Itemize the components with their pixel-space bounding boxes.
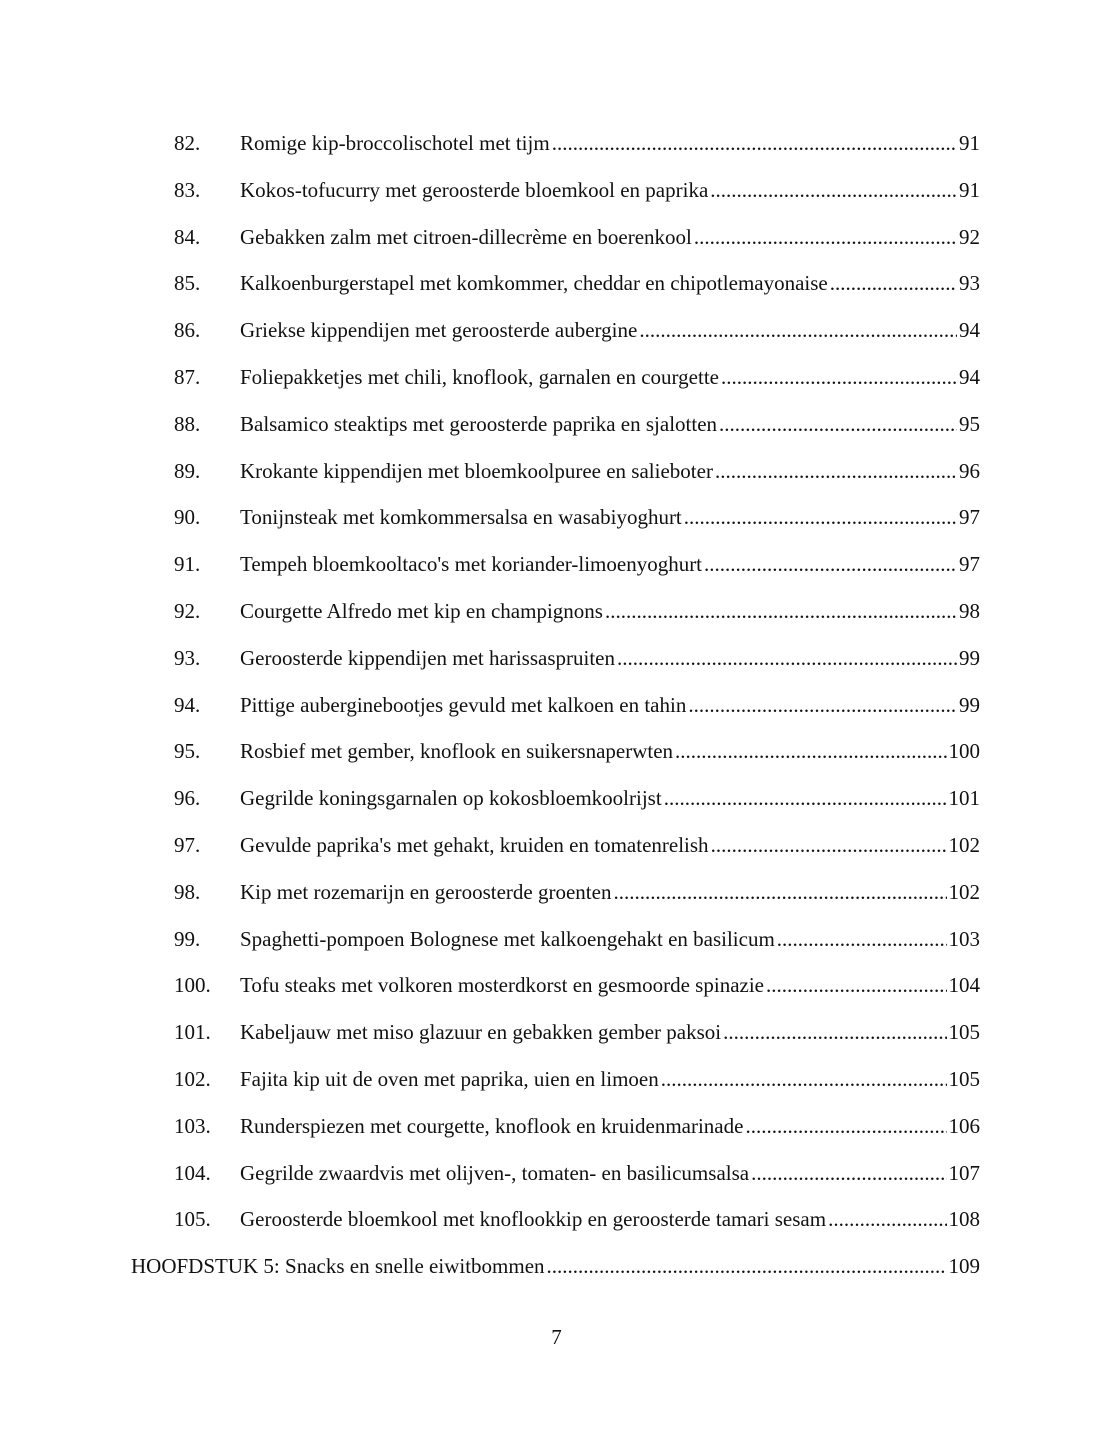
toc-entry-97[interactable] (0, 822, 1113, 869)
toc-entry-82[interactable] (0, 120, 1113, 167)
toc-entry-102[interactable] (0, 1056, 1113, 1103)
toc-entry-page[interactable]: 101 (948, 786, 980, 811)
toc-dot-leader (719, 401, 957, 448)
toc-entry-page[interactable]: 97 (959, 505, 980, 530)
toc-dot-leader (777, 916, 947, 963)
toc-chapter-title[interactable]: HOOFDSTUK 5: Snacks en snelle eiwitbommen (131, 1254, 545, 1279)
toc-entry-90[interactable] (0, 494, 1113, 541)
toc-entry-number: 102. (174, 1066, 211, 1091)
toc-dot-leader (617, 635, 957, 682)
toc-entry-title[interactable]: Spaghetti-pompoen Bolognese met kalkoengehakt en basilicum (240, 926, 775, 951)
toc-dot-leader (613, 869, 946, 916)
toc-entry-94[interactable] (0, 682, 1113, 729)
toc-entry-number: 103. (174, 1113, 211, 1138)
toc-entry-line (240, 1009, 980, 1056)
toc-entry-title[interactable]: Tofu steaks met volkoren mosterdkorst en gesmoorde spinazie (240, 973, 764, 998)
toc-entry-page[interactable]: 95 (959, 411, 980, 436)
toc-entry-page[interactable]: 94 (959, 318, 980, 343)
toc-entry-line (240, 728, 980, 775)
toc-entry-number: 104. (174, 1160, 211, 1185)
toc-entry-number: 86. (174, 318, 201, 343)
toc-entry-line (240, 354, 980, 401)
toc-entry-page[interactable]: 105 (948, 1020, 980, 1045)
toc-entry-number: 98. (174, 879, 201, 904)
toc-entry-92[interactable] (0, 588, 1113, 635)
toc-entry-title[interactable]: Kip met rozemarijn en geroosterde groenten (240, 879, 612, 904)
toc-entry-87[interactable] (0, 354, 1113, 401)
toc-entry-page[interactable]: 99 (959, 645, 980, 670)
toc-dot-leader (704, 541, 957, 588)
toc-entry-line (240, 775, 980, 822)
toc-entry-title[interactable]: Pittige auberginebootjes gevuld met kalkoen en tahin (240, 692, 687, 717)
toc-entry-83[interactable] (0, 167, 1113, 214)
toc-entry-page[interactable]: 104 (948, 973, 980, 998)
toc-entry-page[interactable]: 91 (959, 131, 980, 155)
toc-entry-line (240, 1056, 980, 1103)
toc-entry-title[interactable]: Geroosterde kippendijen met harissaspruiten (240, 645, 615, 670)
toc-dot-leader (552, 120, 957, 167)
toc-entry-line (240, 260, 980, 307)
toc-entry-page[interactable]: 107 (948, 1160, 980, 1185)
toc-entry-page[interactable]: 98 (959, 598, 980, 623)
toc-entry-number: 89. (174, 458, 201, 483)
toc-entry-line (240, 869, 980, 916)
toc-entry-title[interactable]: Fajita kip uit de oven met paprika, uien en limoen (240, 1066, 659, 1091)
toc-entry-101[interactable] (0, 1009, 1113, 1056)
toc-entry-page[interactable]: 100 (948, 739, 980, 764)
toc-entry-page[interactable]: 91 (959, 177, 980, 202)
toc-entry-title[interactable]: Foliepakketjes met chili, knoflook, garnalen en courgette (240, 364, 719, 389)
toc-dot-leader (711, 822, 947, 869)
toc-entry-title[interactable]: Romige kip-broccolischotel met tijm (240, 131, 550, 155)
toc-entry-number: 105. (174, 1207, 211, 1232)
toc-entry-number: 100. (174, 973, 211, 998)
toc-dot-leader (661, 1056, 947, 1103)
toc-entry-title[interactable]: Kokos-tofucurry met geroosterde bloemkool en paprika (240, 177, 709, 202)
toc-entry-page[interactable]: 93 (959, 271, 980, 296)
toc-entry-104[interactable] (0, 1150, 1113, 1197)
toc-entry-title[interactable]: Gevulde paprika's met gehakt, kruiden en tomatenrelish (240, 832, 709, 857)
toc-entry-98[interactable] (0, 869, 1113, 916)
toc-entry-line (240, 307, 980, 354)
toc-entry-number: 85. (174, 271, 201, 296)
toc-entry-line (240, 401, 980, 448)
toc-entry-page[interactable]: 102 (948, 879, 980, 904)
toc-entry-93[interactable] (0, 635, 1113, 682)
toc-entry-number: 94. (174, 692, 201, 717)
toc-entry-line (240, 167, 980, 214)
toc-entry-line (240, 822, 980, 869)
toc-entry-89[interactable] (0, 448, 1113, 495)
toc-entry-page[interactable]: 108 (948, 1207, 980, 1232)
toc-entry-number: 93. (174, 645, 201, 670)
toc-dot-leader (694, 214, 957, 261)
toc-entry-84[interactable] (0, 214, 1113, 261)
toc-chapter-line (131, 1243, 980, 1290)
toc-entry-line (240, 916, 980, 963)
toc-dot-leader (828, 1196, 946, 1243)
toc-dot-leader (745, 1103, 946, 1150)
toc-entry-number: 92. (174, 598, 201, 623)
toc-entry-number: 96. (174, 786, 201, 811)
toc-entry-title[interactable]: Courgette Alfredo met kip en champignons (240, 598, 603, 623)
toc-dot-leader (547, 1243, 947, 1290)
toc-entry-number: 91. (174, 552, 201, 577)
toc-entry-95[interactable] (0, 728, 1113, 775)
toc-entry-title[interactable]: Balsamico steaktips met geroosterde paprika en sjalotten (240, 411, 718, 436)
toc-entry-title[interactable]: Geroosterde bloemkool met knoflookkip en geroosterde tamari sesam (240, 1207, 827, 1232)
toc-dot-leader (721, 354, 957, 401)
toc-entry-page[interactable]: 106 (948, 1113, 980, 1138)
toc-entry-91[interactable] (0, 541, 1113, 588)
toc-dot-leader (605, 588, 957, 635)
toc-entry-page[interactable]: 97 (959, 552, 980, 577)
toc-entry-line (240, 962, 980, 1009)
toc-dot-leader (639, 307, 957, 354)
toc-entry-85[interactable] (0, 260, 1113, 307)
toc-entry-title[interactable]: Griekse kippendijen met geroosterde aubergine (240, 318, 638, 343)
toc-dot-leader (710, 167, 957, 214)
toc-entry-105[interactable] (0, 1196, 1113, 1243)
toc-entry-title[interactable]: Kabeljauw met miso glazuur en gebakken gember paksoi (240, 1020, 722, 1045)
toc-entry-line (240, 682, 980, 729)
table-of-contents (0, 120, 1113, 1290)
toc-entry-title[interactable]: Tonijnsteak met komkommersalsa en wasabiyoghurt (240, 505, 682, 530)
toc-dot-leader (766, 962, 947, 1009)
toc-entry-title[interactable]: Gegrilde zwaardvis met olijven-, tomaten- en basilicumsalsa (240, 1160, 750, 1185)
toc-entry-title[interactable]: Runderspiezen met courgette, knoflook en kruidenmarinade (240, 1113, 744, 1138)
toc-entry-page[interactable]: 96 (959, 458, 980, 483)
toc-entry-line (240, 635, 980, 682)
toc-entry-line (240, 214, 980, 261)
toc-entry-page[interactable]: 99 (959, 692, 980, 717)
toc-entry-number: 99. (174, 926, 201, 951)
toc-entry-page[interactable]: 92 (959, 224, 980, 249)
toc-entry-line (240, 448, 980, 495)
toc-entry-number: 82. (174, 131, 201, 155)
toc-chapter-entry[interactable] (0, 1243, 1113, 1290)
toc-entry-86[interactable] (0, 307, 1113, 354)
toc-dot-leader (830, 260, 957, 307)
toc-entry-page[interactable]: 103 (948, 926, 980, 951)
toc-dot-leader (688, 682, 957, 729)
toc-entry-99[interactable] (0, 916, 1113, 963)
toc-entry-100[interactable] (0, 962, 1113, 1009)
toc-entry-line (240, 1196, 980, 1243)
toc-entry-96[interactable] (0, 775, 1113, 822)
toc-entry-line (240, 494, 980, 541)
toc-entry-title[interactable]: Krokante kippendijen met bloemkoolpuree en salieboter (240, 458, 713, 483)
toc-dot-leader (664, 775, 947, 822)
toc-dot-leader (751, 1150, 946, 1197)
toc-entry-title[interactable]: Gegrilde koningsgarnalen op kokosbloemkoolrijst (240, 786, 662, 811)
toc-dot-leader (675, 728, 946, 775)
toc-dot-leader (723, 1009, 946, 1056)
toc-entry-number: 97. (174, 832, 201, 857)
toc-entry-title[interactable]: Kalkoenburgerstapel met komkommer, cheddar en chipotlemayonaise (240, 271, 828, 296)
toc-entry-number: 83. (174, 177, 201, 202)
toc-entry-line (240, 541, 980, 588)
toc-entry-page[interactable]: 94 (959, 364, 980, 389)
toc-entry-title[interactable]: Rosbief met gember, knoflook en suikersnaperwten (240, 739, 674, 764)
page-number: 7 (551, 1325, 562, 1349)
toc-entry-88[interactable] (0, 401, 1113, 448)
toc-dot-leader (715, 448, 957, 495)
toc-entry-line (240, 1103, 980, 1150)
toc-entry-number: 101. (174, 1020, 211, 1045)
toc-chapter-page[interactable]: 109 (948, 1254, 980, 1279)
toc-entry-line (240, 588, 980, 635)
toc-entry-page[interactable]: 102 (948, 832, 980, 857)
toc-entry-title[interactable]: Tempeh bloemkooltaco's met koriander-limoenyoghurt (240, 552, 703, 577)
toc-entry-103[interactable] (0, 1103, 1113, 1150)
toc-entry-number: 90. (174, 505, 201, 530)
toc-entry-title[interactable]: Gebakken zalm met citroen-dillecrème en boerenkool (240, 224, 692, 249)
toc-entry-line (240, 1150, 980, 1197)
toc-entry-line (240, 120, 980, 167)
toc-entry-number: 95. (174, 739, 201, 764)
toc-entry-number: 88. (174, 411, 201, 436)
toc-entry-number: 84. (174, 224, 201, 249)
toc-entry-page[interactable]: 105 (948, 1066, 980, 1091)
toc-dot-leader (684, 494, 957, 541)
toc-entry-number: 87. (174, 364, 201, 389)
